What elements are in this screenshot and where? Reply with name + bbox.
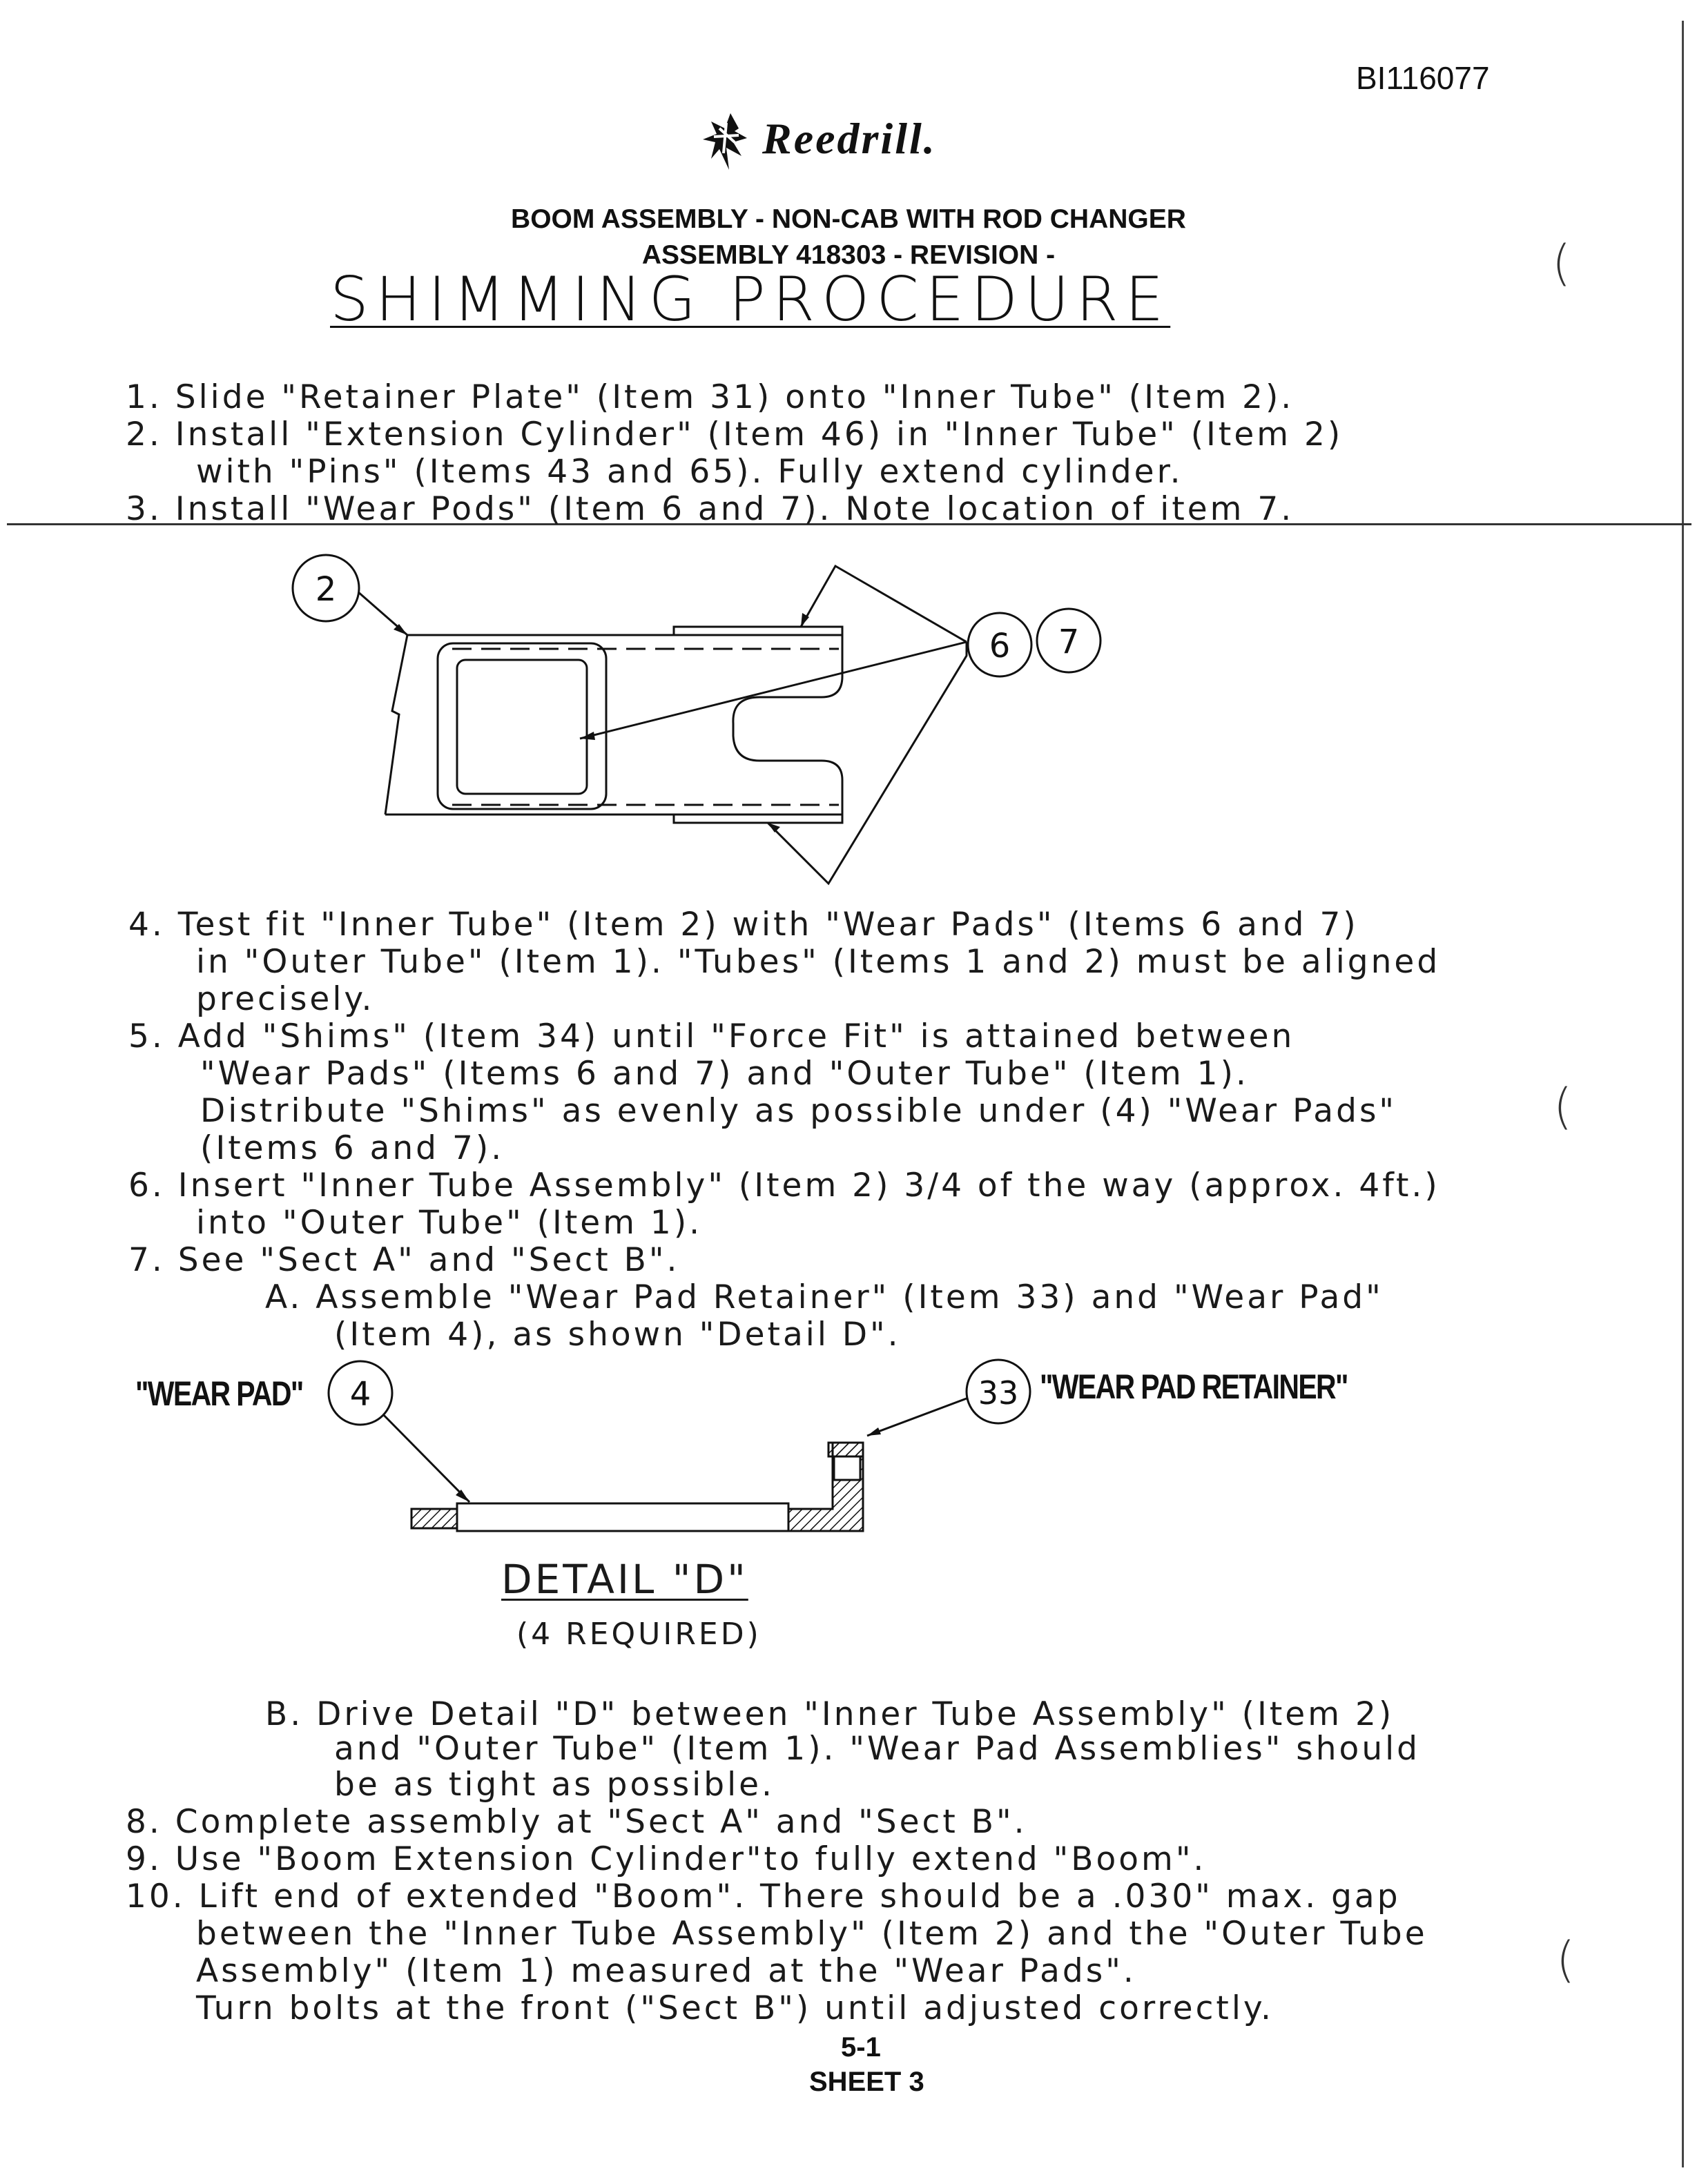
tube-section-inner: [457, 660, 587, 794]
inner-tube-diagram: [276, 538, 1132, 897]
leader-item-7-bottom: [768, 642, 967, 884]
step-3: 3. Install "Wear Pods" (Item 6 and 7). Note location of item 7.: [126, 490, 1294, 528]
retainer-plate-left: [411, 1509, 457, 1528]
page-edge-line: [1682, 21, 1684, 2167]
step-4-cont1: in "Outer Tube" (Item 1). "Tubes" (Items 1 and 2) must be aligned: [196, 943, 1441, 981]
step-7a-cont: (Item 4), as shown "Detail D".: [334, 1316, 901, 1354]
leader-item-6: [580, 642, 967, 739]
detail-d-title: DETAIL "D": [501, 1556, 748, 1603]
label-wear-pad-retainer: "WEAR PAD RETAINER": [1040, 1367, 1348, 1406]
step-7b-cont2: be as tight as possible.: [334, 1766, 775, 1804]
document-title-line2: ASSEMBLY 418303 - REVISION -: [641, 240, 1056, 270]
brand-wordmark: Reedrill.: [762, 114, 937, 163]
callout-6: 6: [989, 627, 1011, 665]
step-10-cont2: Assembly" (Item 1) measured at the "Wear Pads".: [196, 1952, 1136, 1990]
retainer-slot: [834, 1456, 860, 1480]
break-line: [385, 635, 407, 815]
step-10: 10. Lift end of extended "Boom". There should be a .030" max. gap: [126, 1878, 1401, 1915]
document-title-line1: BOOM ASSEMBLY - NON-CAB WITH ROD CHANGER: [511, 204, 1186, 234]
sheet-number: SHEET 3: [809, 2067, 924, 2097]
step-5-cont1: "Wear Pads" (Items 6 and 7) and "Outer Tube" (Item 1).: [200, 1055, 1249, 1093]
step-4: 4. Test fit "Inner Tube" (Item 2) with "Wear Pads" (Items 6 and 7): [128, 906, 1359, 944]
step-5: 5. Add "Shims" (Item 34) until "Force Fit" is attained between: [128, 1017, 1295, 1055]
arrowhead: [768, 823, 780, 832]
margin-mark: (: [1552, 235, 1571, 291]
wear-pad-top: [674, 627, 842, 635]
step-7a: A. Assemble "Wear Pad Retainer" (Item 33) and "Wear Pad": [265, 1278, 1384, 1316]
step-10-cont3: Turn bolts at the front ("Sect B") until adjusted correctly.: [196, 1989, 1274, 2027]
margin-mark: (: [1556, 1931, 1575, 1988]
page-number: 5-1: [841, 2032, 881, 2063]
margin-mark: (: [1553, 1078, 1573, 1135]
step-6-cont: into "Outer Tube" (Item 1).: [196, 1204, 703, 1242]
drill-bit-icon: [699, 108, 761, 174]
detail-d-quantity: (4 REQUIRED): [516, 1617, 762, 1652]
step-5-cont3: (Items 6 and 7).: [200, 1129, 505, 1167]
detail-d-diagram: [318, 1358, 1049, 1552]
leader-item-4: [373, 1404, 469, 1502]
callout-33: 33: [978, 1374, 1019, 1412]
document-number: BI116077: [1356, 60, 1490, 96]
wear-pad-bottom: [674, 815, 842, 823]
leader-item-33: [867, 1398, 967, 1436]
step-2: 2. Install "Extension Cylinder" (Item 46) in "Inner Tube" (Item 2): [126, 416, 1344, 454]
step-4-cont2: precisely.: [196, 980, 375, 1018]
procedure-title: SHIMMING PROCEDURE: [330, 264, 1171, 335]
step-1: 1. Slide "Retainer Plate" (Item 31) onto "Inner Tube" (Item 2).: [126, 378, 1294, 416]
step-8: 8. Complete assembly at "Sect A" and "Sect B".: [126, 1803, 1027, 1841]
step-6: 6. Insert "Inner Tube Assembly" (Item 2) 3/4 of the way (approx. 4ft.): [128, 1167, 1440, 1205]
step-10-cont1: between the "Inner Tube Assembly" (Item 2) and the "Outer Tube: [196, 1915, 1428, 1953]
leader-item-7-top: [801, 566, 967, 642]
label-wear-pad: "WEAR PAD": [135, 1374, 303, 1413]
step-7b-cont1: and "Outer Tube" (Item 1). "Wear Pad Assemblies" should: [334, 1730, 1420, 1768]
callout-4: 4: [349, 1375, 371, 1414]
step-2-cont: with "Pins" (Items 43 and 65). Fully extend cylinder.: [196, 453, 1183, 491]
arrowhead: [867, 1427, 881, 1436]
tube-outline: [385, 635, 842, 815]
step-5-cont2: Distribute "Shims" as evenly as possible under (4) "Wear Pads": [200, 1092, 1397, 1130]
wear-pad-bar: [457, 1503, 788, 1531]
step-9: 9. Use "Boom Extension Cylinder"to fully extend "Boom".: [126, 1840, 1207, 1878]
step-7b: B. Drive Detail "D" between "Inner Tube Assembly" (Item 2): [265, 1695, 1395, 1733]
callout-7: 7: [1058, 623, 1080, 661]
step-7: 7. See "Sect A" and "Sect B".: [128, 1241, 680, 1279]
tube-section-outer: [438, 643, 606, 809]
callout-2: 2: [315, 570, 337, 609]
retainer-cap: [828, 1443, 863, 1456]
